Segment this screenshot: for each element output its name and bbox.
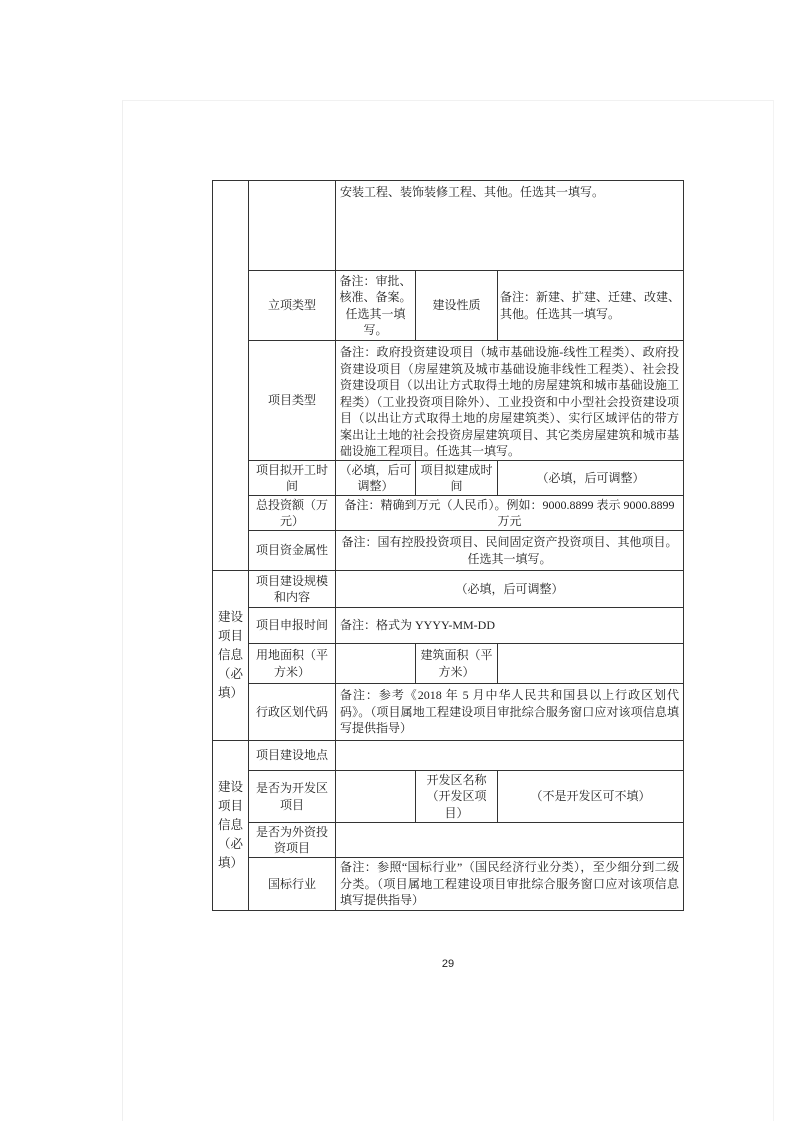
location-value-cell — [335, 740, 684, 771]
section-a-title: 建设项目信息（必填） — [217, 610, 243, 700]
planned-completion-label-cell — [415, 460, 498, 496]
location-label-cell — [248, 740, 336, 771]
planned-start-label-cell — [248, 460, 336, 496]
page-number: 29 — [441, 958, 455, 970]
project-type-note: 备注：政府投资建设项目（城市基础设施-线性工程类）、政府投资建设项目（房屋建筑及城市基础设施非线性工程类）、社会投资建设项目（以出让方式取得土地的房屋建筑和城市基础设施工程类）（工业投资项目除外）、工业投资和中小型社会投资建设项目（以出让方式取得土地的房屋建筑类）、实行区域评估的带方案出让土地的社会投资房屋建筑项目、其它类房屋建筑和城市基础设施工程项目。任选其一填写。 — [340, 345, 679, 458]
dev-zone-name-label-cell — [415, 770, 498, 823]
fund-attribute-note-cell — [335, 530, 684, 571]
row-label-cell-continued — [248, 180, 336, 271]
declaration-time-note-cell — [335, 607, 684, 644]
planned-start-label: 项目拟开工时间 — [255, 462, 328, 493]
section-label-cell-continued — [212, 180, 249, 571]
building-area-label-cell — [415, 643, 498, 684]
project-type-label-cell — [248, 340, 336, 461]
foreign-investment-value-cell — [335, 822, 684, 858]
fund-attribute-note: 备注：国有控股投资项目、民间固定资产投资项目、其他项目。任选其一填写。 — [341, 535, 678, 566]
section-a-label-cell — [212, 570, 249, 741]
declaration-time-note: 备注：格式为 YYYY-MM-DD — [340, 618, 495, 633]
planned-start-note: （必填，后可调整） — [339, 462, 412, 493]
dev-zone-label: 是否为开发区项目 — [255, 781, 328, 812]
foreign-investment-label: 是否为外资投资项目 — [255, 824, 328, 855]
section-b-label-cell — [212, 740, 249, 911]
industry-label: 国标行业 — [267, 876, 316, 891]
construction-nature-label: 建设性质 — [432, 298, 481, 313]
approval-type-note: 备注：审批、核准、备案。任选其一填写。 — [339, 273, 412, 337]
planned-completion-note-cell — [497, 460, 684, 496]
building-area-value-cell — [497, 643, 684, 684]
construction-nature-note-cell — [497, 270, 684, 341]
approval-type-label: 立项类型 — [267, 298, 316, 313]
scope-note: 安装工程、装饰装修工程、其他。任选其一填写。 — [340, 185, 605, 199]
approval-type-note-cell — [335, 270, 416, 341]
land-area-value-cell — [335, 643, 416, 684]
admin-code-note: 备注：参考《2018 年 5 月中华人民共和国县以上行政区划代码》。（项目属地工程建设项目审批综合服务窗口应对该项信息填写提供指导） — [340, 688, 679, 736]
construction-nature-label-cell — [415, 270, 498, 341]
planned-completion-label: 项目拟建成时间 — [420, 462, 493, 493]
scale-content-label-cell — [248, 570, 336, 608]
scale-content-note-cell — [335, 570, 684, 608]
dev-zone-name-label: 开发区名称（开发区项目） — [426, 772, 487, 820]
admin-code-note-cell — [335, 683, 684, 741]
industry-label-cell — [248, 857, 336, 911]
fund-attribute-label-cell — [248, 530, 336, 571]
building-area-label: 建筑面积（平方米） — [420, 648, 493, 679]
industry-note: 备注：参照“国标行业”（国民经济行业分类），至少细分到二级分类。（项目属地工程建设项目审批综合服务窗口应对该项信息填写提供指导） — [340, 860, 679, 908]
admin-code-label-cell — [248, 683, 336, 741]
location-label: 项目建设地点 — [255, 748, 328, 763]
project-type-note-cell — [335, 340, 684, 461]
scale-content-note: （必填，后可调整） — [455, 581, 564, 596]
scope-note-cell — [335, 180, 684, 271]
total-investment-label: 总投资额（万元） — [255, 497, 328, 528]
dev-zone-name-note: （不是开发区可不填） — [530, 789, 651, 804]
land-area-label: 用地面积（平方米） — [255, 648, 328, 679]
industry-note-cell — [335, 857, 684, 911]
dev-zone-label-cell — [248, 770, 336, 823]
construction-nature-note: 备注：新建、扩建、迁建、改建、其他。任选其一填写。 — [500, 290, 681, 321]
declaration-time-label: 项目申报时间 — [255, 618, 328, 633]
total-investment-label-cell — [248, 495, 336, 531]
planned-start-note-cell — [335, 460, 416, 496]
project-type-label: 项目类型 — [267, 393, 316, 408]
declaration-time-label-cell — [248, 607, 336, 644]
admin-code-label: 行政区划代码 — [255, 704, 328, 719]
dev-zone-name-note-cell — [497, 770, 684, 823]
scale-content-label: 项目建设规模和内容 — [255, 573, 328, 604]
approval-type-label-cell — [248, 270, 336, 341]
planned-completion-note: （必填，后可调整） — [536, 470, 645, 485]
dev-zone-value-cell — [335, 770, 416, 823]
foreign-investment-label-cell — [248, 822, 336, 858]
land-area-label-cell — [248, 643, 336, 684]
total-investment-note: 备注：精确到万元（人民币）。例如：9000.8899 表示 9000.8899 万元 — [344, 497, 675, 528]
section-b-title: 建设项目信息（必填） — [217, 780, 243, 870]
total-investment-note-cell — [335, 495, 684, 531]
fund-attribute-label: 项目资金属性 — [255, 543, 328, 558]
